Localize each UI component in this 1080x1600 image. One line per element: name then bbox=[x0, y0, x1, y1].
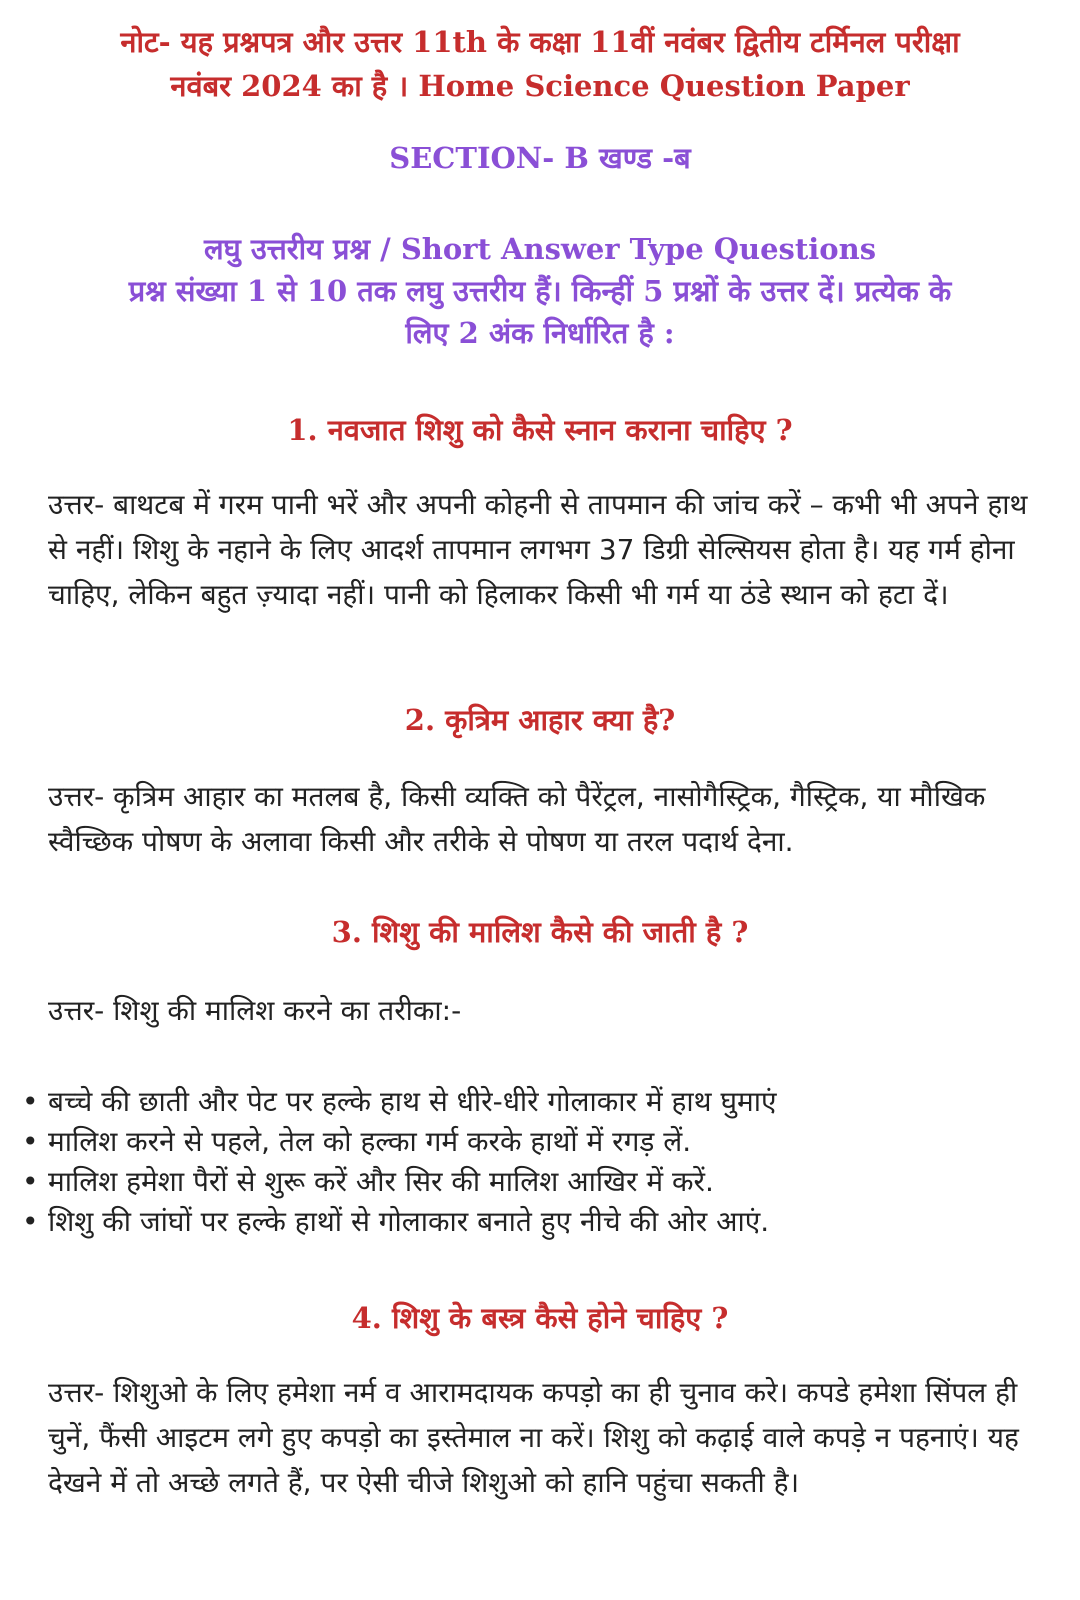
bullet-icon: • bbox=[22, 1165, 39, 1198]
list-item bbox=[22, 1082, 1040, 1122]
question-4-heading: 4. शिशु के बस्त्र कैसे होने चाहिए ? bbox=[351, 1301, 729, 1335]
question-1-answer: उत्तर- बाथटब में गरम पानी भरें और अपनी कोहनी से तापमान की जांच करें – कभी भी अपने हाथ से नहीं। शिशु के नहाने के लिए आदर्श तापमान लगभग 37 डिग्री सेल्सियस होता है। यह गर्म होना चाहिए, लेकिन बहुत ज़्यादा नहीं। पानी को हिलाकर किसी भी गर्म या ठंडे स्थान को हटा दें। bbox=[48, 488, 1028, 611]
question-4-answer: उत्तर- शिशुओ के लिए हमेशा नर्म व आरामदायक कपड़ो का ही चुनाव करे। कपडे हमेशा सिंपल ही चुनें, फैंसी आइटम लगे हुए कपड़ो का इस्तेमाल ना करें। शिशु को कढ़ाई वाले कपड़े न पहनाएं। यह देखने में तो अच्छे लगते हैं, पर ऐसी चीजे शिशुओ को हानि पहुंचा सकती है। bbox=[48, 1376, 1019, 1499]
question-1-heading: 1. नवजात शिशु को कैसे स्नान कराना चाहिए ? bbox=[287, 413, 793, 447]
list-item bbox=[22, 1122, 1040, 1162]
section-instructions bbox=[40, 228, 1040, 354]
instruction-line-1: प्रश्न संख्या 1 से 10 तक लघु उत्तरीय हैं। किन्हीं 5 प्रश्नों के उत्तर दें। प्रत्येक के bbox=[128, 274, 952, 308]
question-2-answer: उत्तर- कृत्रिम आहार का मतलब है, किसी व्यक्ति को पैरेंट्रल, नासोगैस्ट्रिक, गैस्ट्रिक, या मौखिक स्वैच्छिक पोषण के अलावा किसी और तरीके से पोषण या तरल पदार्थ देना. bbox=[48, 780, 986, 858]
list-item bbox=[22, 1202, 1040, 1242]
list-item-text: मालिश करने से पहले, तेल को हल्का गर्म करके हाथों में रगड़ लें. bbox=[48, 1125, 692, 1158]
list-item-text: शिशु की जांघों पर हल्के हाथों से गोलाकार बनाते हुए नीचे की ओर आएं. bbox=[48, 1205, 770, 1238]
list-item-text: बच्चे की छाती और पेट पर हल्के हाथ से धीरे-धीरे गोलाकार में हाथ घुमाएं bbox=[48, 1085, 777, 1118]
bullet-icon: • bbox=[22, 1085, 39, 1118]
question-2-heading: 2. कृत्रिम आहार क्या है? bbox=[404, 703, 676, 737]
bullet-icon: • bbox=[22, 1205, 39, 1238]
section-title: SECTION- B खण्ड -ब bbox=[389, 141, 691, 175]
note-line-1: नोट- यह प्रश्नपत्र और उत्तर 11th के कक्षा 11वीं नवंबर द्वितीय टर्मिनल परीक्षा bbox=[120, 25, 960, 59]
question-3-heading: 3. शिशु की मालिश कैसे की जाती है ? bbox=[331, 915, 749, 949]
note-line-2: नवंबर 2024 का है । Home Science Question Paper bbox=[170, 69, 910, 103]
list-item-text: मालिश हमेशा पैरों से शुरू करें और सिर की मालिश आखिर में करें. bbox=[48, 1165, 714, 1198]
massage-steps-list bbox=[22, 1082, 1040, 1242]
section-subheading: लघु उत्तरीय प्रश्न / Short Answer Type Questions bbox=[203, 232, 877, 266]
exam-note bbox=[30, 20, 1050, 108]
question-3-answer: उत्तर- शिशु की मालिश करने का तरीका:- bbox=[48, 994, 462, 1027]
bullet-icon: • bbox=[22, 1125, 39, 1158]
list-item bbox=[22, 1162, 1040, 1202]
instruction-line-2: लिए 2 अंक निर्धारित है : bbox=[405, 316, 675, 350]
